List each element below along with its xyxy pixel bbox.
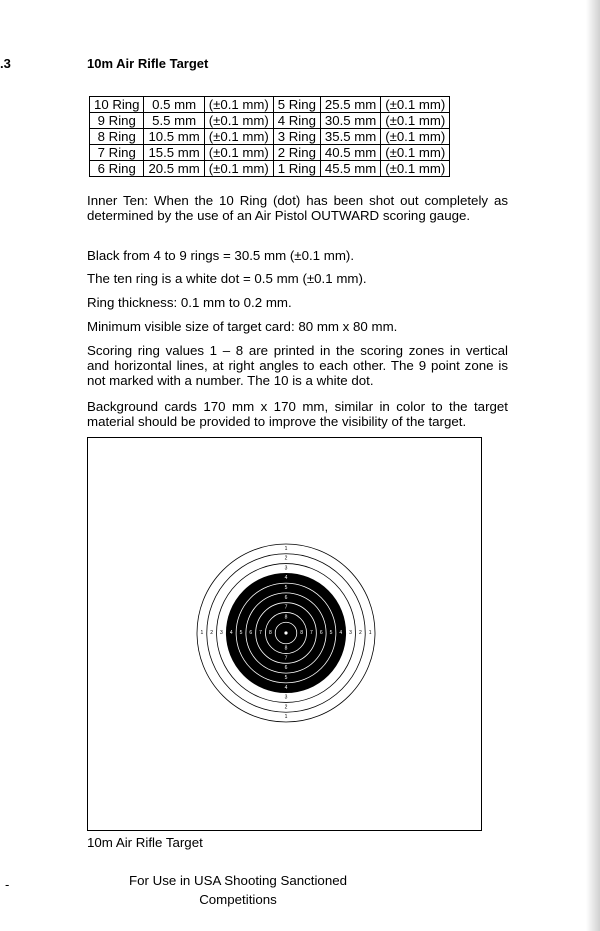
score-label-3-down: 3: [284, 694, 288, 701]
score-label-4-up: 4: [284, 575, 288, 582]
table-row: [90, 129, 450, 145]
score-label-4-left: 4: [229, 630, 233, 636]
score-label-1-up: 1: [284, 545, 288, 552]
footer-line-1: For Use in USA Shooting Sanctioned: [128, 873, 348, 888]
ring-name-cell: 2 Ring: [273, 145, 320, 161]
ring-size-cell: 30.5 mm: [320, 113, 380, 129]
section-title: 10m Air Rifle Target: [87, 56, 209, 71]
score-label-6-right: 6: [319, 630, 323, 636]
ring-name-cell: 5 Ring: [273, 97, 320, 113]
score-label-4-right: 4: [339, 630, 343, 636]
margin-dash: -: [5, 877, 10, 892]
black-rings-paragraph: Black from 4 to 9 rings = 30.5 mm (±0.1 mm).: [87, 248, 355, 263]
score-label-8-right: 8: [300, 630, 304, 636]
score-label-7-up: 7: [284, 604, 288, 611]
ring-name-cell: 4 Ring: [273, 113, 320, 129]
score-label-5-up: 5: [284, 585, 288, 592]
score-label-8-up: 8: [284, 614, 288, 621]
ring-tolerance-cell: (±0.1 mm): [204, 97, 273, 113]
ring-tolerance-cell: (±0.1 mm): [204, 129, 273, 145]
ring-size-cell: 20.5 mm: [144, 161, 204, 177]
score-label-2-up: 2: [284, 555, 288, 562]
target-card-frame: [87, 437, 482, 831]
figure-caption: 10m Air Rifle Target: [87, 835, 203, 850]
ring-size-cell: 40.5 mm: [320, 145, 380, 161]
ring-tolerance-cell: (±0.1 mm): [381, 113, 450, 129]
table-row: [90, 145, 450, 161]
score-label-8-down: 8: [284, 645, 288, 652]
ring-size-cell: 5.5 mm: [144, 113, 204, 129]
ten-ring-paragraph: The ten ring is a white dot = 0.5 mm (±0.1 mm).: [87, 271, 367, 286]
section-number: .3: [0, 56, 11, 71]
score-label-5-left: 5: [239, 630, 243, 636]
score-label-7-down: 7: [284, 655, 288, 662]
ring-tolerance-cell: (±0.1 mm): [381, 97, 450, 113]
air-rifle-target-drawing: [88, 438, 483, 832]
score-label-6-down: 6: [284, 665, 288, 672]
ring-name-cell: 10 Ring: [90, 97, 144, 113]
score-label-1-left: 1: [200, 630, 204, 636]
ring-size-cell: 35.5 mm: [320, 129, 380, 145]
ring-tolerance-cell: (±0.1 mm): [204, 161, 273, 177]
inner-ten-paragraph: Inner Ten: When the 10 Ring (dot) has been shot out completely as determined by the use of an Air Pistol OUTWARD scoring gauge.: [87, 193, 508, 223]
table-row: [90, 113, 450, 129]
ring-name-cell: 8 Ring: [90, 129, 144, 145]
score-label-1-right: 1: [368, 630, 372, 636]
footer-line-2: Competitions: [199, 892, 277, 907]
score-label-4-down: 4: [284, 684, 288, 691]
score-label-6-up: 6: [284, 594, 288, 601]
ring-size-cell: 45.5 mm: [320, 161, 380, 177]
score-label-2-down: 2: [284, 704, 288, 711]
ring-tolerance-cell: (±0.1 mm): [204, 145, 273, 161]
ring-thickness-paragraph: Ring thickness: 0.1 mm to 0.2 mm.: [87, 295, 292, 310]
ring-tolerance-cell: (±0.1 mm): [381, 145, 450, 161]
background-cards-paragraph: Background cards 170 mm x 170 mm, similar in color to the target material should be provided to improve the visibility of the target.: [87, 399, 508, 429]
ring-name-cell: 1 Ring: [273, 161, 320, 177]
ring-tolerance-cell: (±0.1 mm): [204, 113, 273, 129]
ring-size-cell: 0.5 mm: [144, 97, 204, 113]
minimum-size-paragraph: Minimum visible size of target card: 80 mm x 80 mm.: [87, 319, 398, 334]
score-label-3-left: 3: [220, 630, 223, 636]
table-row: [90, 97, 450, 113]
score-label-7-right: 7: [310, 630, 313, 636]
score-label-1-down: 1: [284, 714, 288, 721]
page-footer: [90, 871, 386, 909]
ring-tolerance-cell: (±0.1 mm): [381, 161, 450, 177]
ring-name-cell: 3 Ring: [273, 129, 320, 145]
table-row: [90, 161, 450, 177]
ring-tolerance-cell: (±0.1 mm): [381, 129, 450, 145]
ten-dot: [285, 632, 287, 634]
score-label-8-left: 8: [268, 630, 272, 636]
ring-size-cell: 25.5 mm: [320, 97, 380, 113]
ring-dimensions-table: [89, 96, 450, 177]
score-label-2-left: 2: [210, 630, 214, 636]
page-edge-shadow: [586, 0, 600, 931]
ring-name-cell: 9 Ring: [90, 113, 144, 129]
scoring-values-paragraph: Scoring ring values 1 – 8 are printed in the scoring zones in vertical and horizontal lines, at right angles to each other. The 9 point zone is not marked with a number. The 10 is a white dot.: [87, 343, 508, 388]
score-label-3-up: 3: [284, 565, 288, 572]
ring-name-cell: 7 Ring: [90, 145, 144, 161]
ring-name-cell: 6 Ring: [90, 161, 144, 177]
score-label-5-right: 5: [329, 630, 333, 636]
ring-size-cell: 15.5 mm: [144, 145, 204, 161]
score-label-6-left: 6: [249, 630, 253, 636]
score-label-5-down: 5: [284, 674, 288, 681]
score-label-7-left: 7: [259, 630, 262, 636]
score-label-2-right: 2: [358, 630, 362, 636]
ring-size-cell: 10.5 mm: [144, 129, 204, 145]
score-label-3-right: 3: [349, 630, 352, 636]
